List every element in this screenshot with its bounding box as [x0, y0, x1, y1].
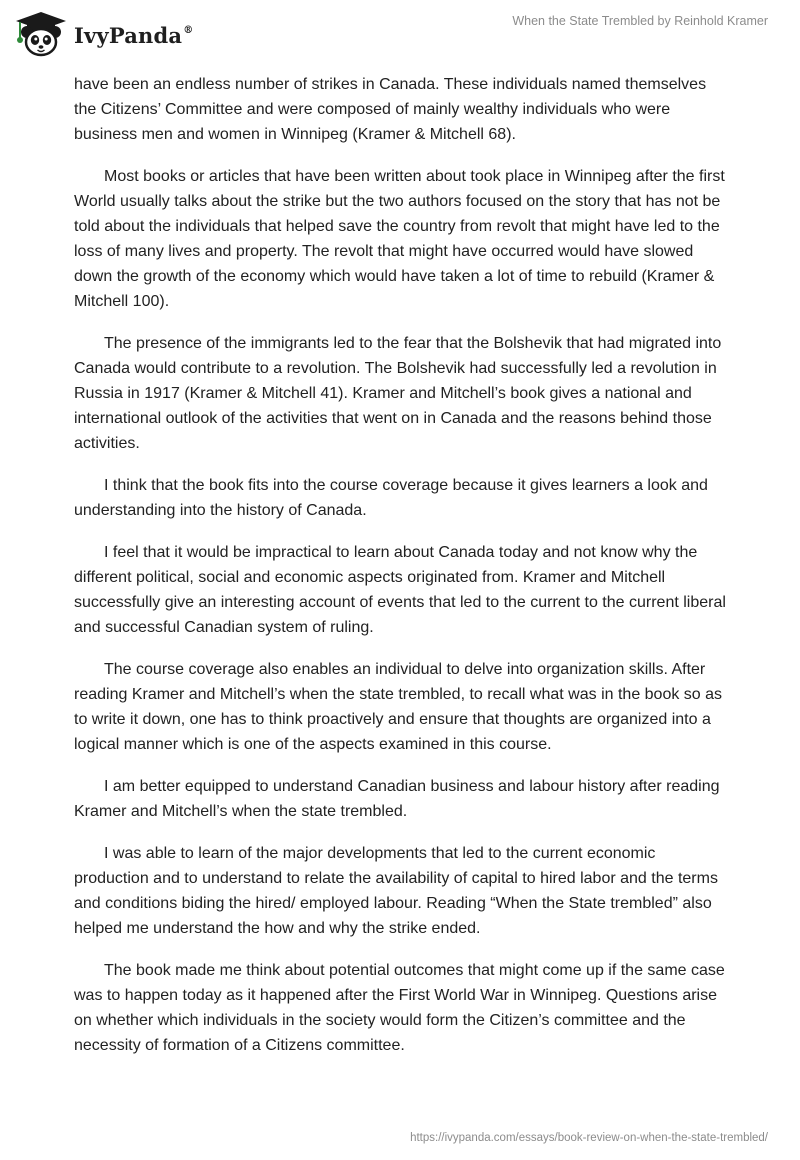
- paragraph: I was able to learn of the major developments that led to the current economic production and to understand to relate the availability of capital to hired labor and the terms and conditions biding the hired/ employed labour. Reading “When the State trembled” also helped me understand the how and why the strike ended.: [74, 845, 718, 937]
- document-title: When the State Trembled by Reinhold Kramer: [512, 14, 768, 28]
- page-header: [0, 0, 800, 70]
- paragraph: The presence of the immigrants led to the fear that the Bolshevik that had migrated into Canada would contribute to a revolution. The Bolshevik had successfully led a revolution in Russia in 1917 (Kramer & Mitchell 41). Kramer and Mitchell’s book gives a national and international outlook of the activities that went on in Canada and the reasons behind those activities.: [74, 335, 722, 452]
- paragraph: The book made me think about potential outcomes that might come up if the same case was to happen today as it happened after the First World War in Winnipeg. Questions arise on whether which individuals in the society would form the Citizen’s committee and the necessity of formation of a Citizens committee.: [74, 962, 725, 1054]
- registered-mark: ®: [183, 24, 194, 36]
- paragraph: I think that the book fits into the course coverage because it gives learners a look and understanding into the history of Canada.: [74, 477, 708, 519]
- paragraph: have been an endless number of strikes in Canada. These individuals named themselves the Citizens’ Committee and were composed of mainly wealthy individuals who were business men and women in Winnipeg (Kramer & Mitchell 68).: [74, 76, 707, 143]
- paragraph: I am better equipped to understand Canadian business and labour history after reading Kramer and Mitchell’s when the state trembled.: [74, 778, 720, 820]
- panda-graduate-icon: [14, 10, 68, 58]
- paragraph: The course coverage also enables an individual to delve into organization skills. After reading Kramer and Mitchell’s when the state trembled, to recall what was in the book so as to write it down, one has to think proactively and ensure that thoughts are organized into a logical manner which is one of the aspects examined in this course.: [74, 661, 723, 753]
- brand-name: IvyPanda®: [74, 22, 194, 48]
- paragraph: Most books or articles that have been written about took place in Winnipeg after the first World usually talks about the strike but the two authors focused on the story that has not be told about the individuals that helped save the country from revolt that might have led to the loss of many lives and property. The revolt that might have occurred would have slowed down the growth of the economy which would have taken a lot of time to rebuild (Kramer & Mitchell 100).: [74, 168, 725, 310]
- essay-body: [74, 72, 726, 1075]
- ivypanda-logo[interactable]: [14, 8, 214, 60]
- source-url-link[interactable]: https://ivypanda.com/essays/book-review-on-when-the-state-trembled/: [410, 1132, 768, 1144]
- paragraph: I feel that it would be impractical to learn about Canada today and not know why the different political, social and economic aspects originated from. Kramer and Mitchell successfully give an interesting account of events that led to the current to the current liberal and successful Canadian system of ruling.: [74, 544, 726, 636]
